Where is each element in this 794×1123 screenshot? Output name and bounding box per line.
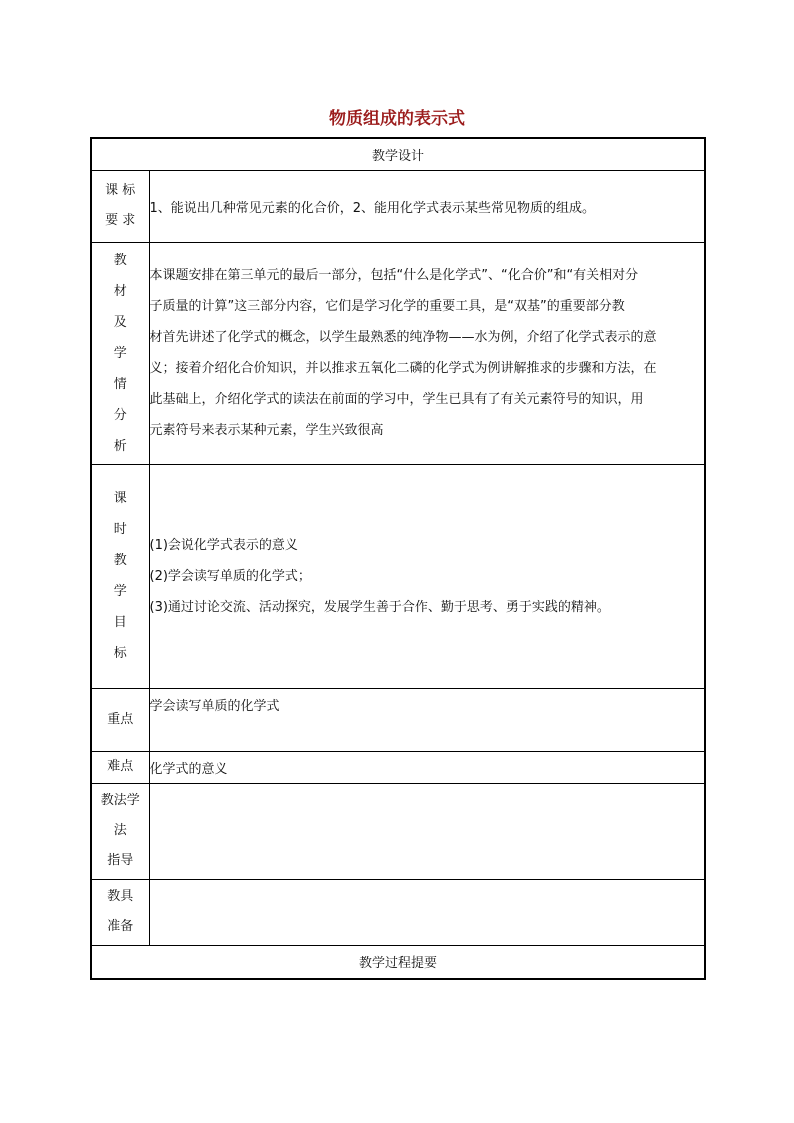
- tools-label-line: 教具: [107, 889, 134, 904]
- tools-label: [91, 879, 149, 945]
- curriculum-label-line1: 课 标: [105, 183, 136, 198]
- analysis-line: 本课题安排在第三单元的最后一部分，包括“什么是化学式”、“化合价”和“有关相对分: [149, 268, 639, 283]
- objectives-label-char: 教: [113, 553, 127, 568]
- difficulty-label: 难点: [91, 751, 149, 783]
- objective-item: (2)学会读写单质的化学式；: [149, 568, 311, 584]
- design-header: 教学设计: [91, 138, 705, 170]
- analysis-line: 材首先讲述了化学式的概念，以学生最熟悉的纯净物——水为例，介绍了化学式表示的意: [149, 330, 657, 345]
- design-header-row: [91, 138, 705, 170]
- process-header: 教学过程提要: [91, 945, 705, 979]
- objectives-label-char: 时: [113, 522, 127, 537]
- analysis-label-char: 情: [113, 376, 127, 392]
- tools-text: [149, 879, 705, 945]
- analysis-line: 元素符号来表示某种元素，学生兴致很高: [149, 423, 384, 438]
- method-label: [91, 783, 149, 879]
- lesson-plan-table: [90, 137, 706, 980]
- objectives-label-char: 学: [113, 584, 127, 599]
- analysis-line: 子质量的计算”这三部分内容，它们是学习化学的重要工具，是“双基”的重要部分教: [149, 299, 625, 314]
- difficulty-row: [91, 751, 705, 783]
- method-label-line: 教法学: [100, 793, 140, 808]
- objective-item: (1)会说化学式表示的意义: [149, 537, 298, 553]
- objectives-label-char: 课: [113, 491, 127, 506]
- objectives-label: [91, 464, 149, 688]
- curriculum-row: [91, 170, 705, 242]
- analysis-label-char: 及: [113, 314, 127, 330]
- analysis-label: [91, 242, 149, 464]
- analysis-text: [149, 242, 705, 464]
- objectives-label-char: 目: [113, 615, 127, 630]
- process-header-row: [91, 945, 705, 979]
- analysis-label-char: 材: [113, 283, 127, 299]
- curriculum-label-line2: 要 求: [105, 213, 136, 228]
- analysis-row: [91, 242, 705, 464]
- key-point-text: 学会读写单质的化学式: [149, 688, 705, 751]
- method-label-line: 法: [113, 823, 127, 838]
- method-text: [149, 783, 705, 879]
- analysis-label-char: 分: [113, 407, 127, 423]
- method-label-line: 指导: [107, 853, 134, 868]
- method-row: [91, 783, 705, 879]
- analysis-label-char: 析: [113, 438, 127, 454]
- analysis-line: 此基础上，介绍化学式的读法在前面的学习中，学生已具有了有关元素符号的知识，用: [149, 392, 644, 407]
- objectives-label-char: 标: [113, 646, 127, 661]
- objectives-list: [149, 464, 705, 688]
- key-point-label: 重点: [91, 688, 149, 751]
- key-point-row: [91, 688, 705, 751]
- objective-item: (3)通过讨论交流、活动探究，发展学生善于合作、勤于思考、勇于实践的精神。: [149, 599, 610, 615]
- page-title: 物质组成的表示式: [329, 109, 465, 129]
- objectives-row: [91, 464, 705, 688]
- analysis-label-char: 教: [113, 252, 127, 268]
- tools-row: [91, 879, 705, 945]
- curriculum-label: [91, 170, 149, 242]
- difficulty-text: 化学式的意义: [149, 751, 705, 783]
- analysis-line: 义；接着介绍化合价知识，并以推求五氧化二磷的化学式为例讲解推求的步骤和方法，在: [149, 361, 657, 376]
- curriculum-text: 1、能说出几种常见元素的化合价，2、能用化学式表示某些常见物质的组成。: [149, 170, 705, 242]
- tools-label-line: 准备: [107, 919, 134, 934]
- analysis-label-char: 学: [113, 345, 127, 361]
